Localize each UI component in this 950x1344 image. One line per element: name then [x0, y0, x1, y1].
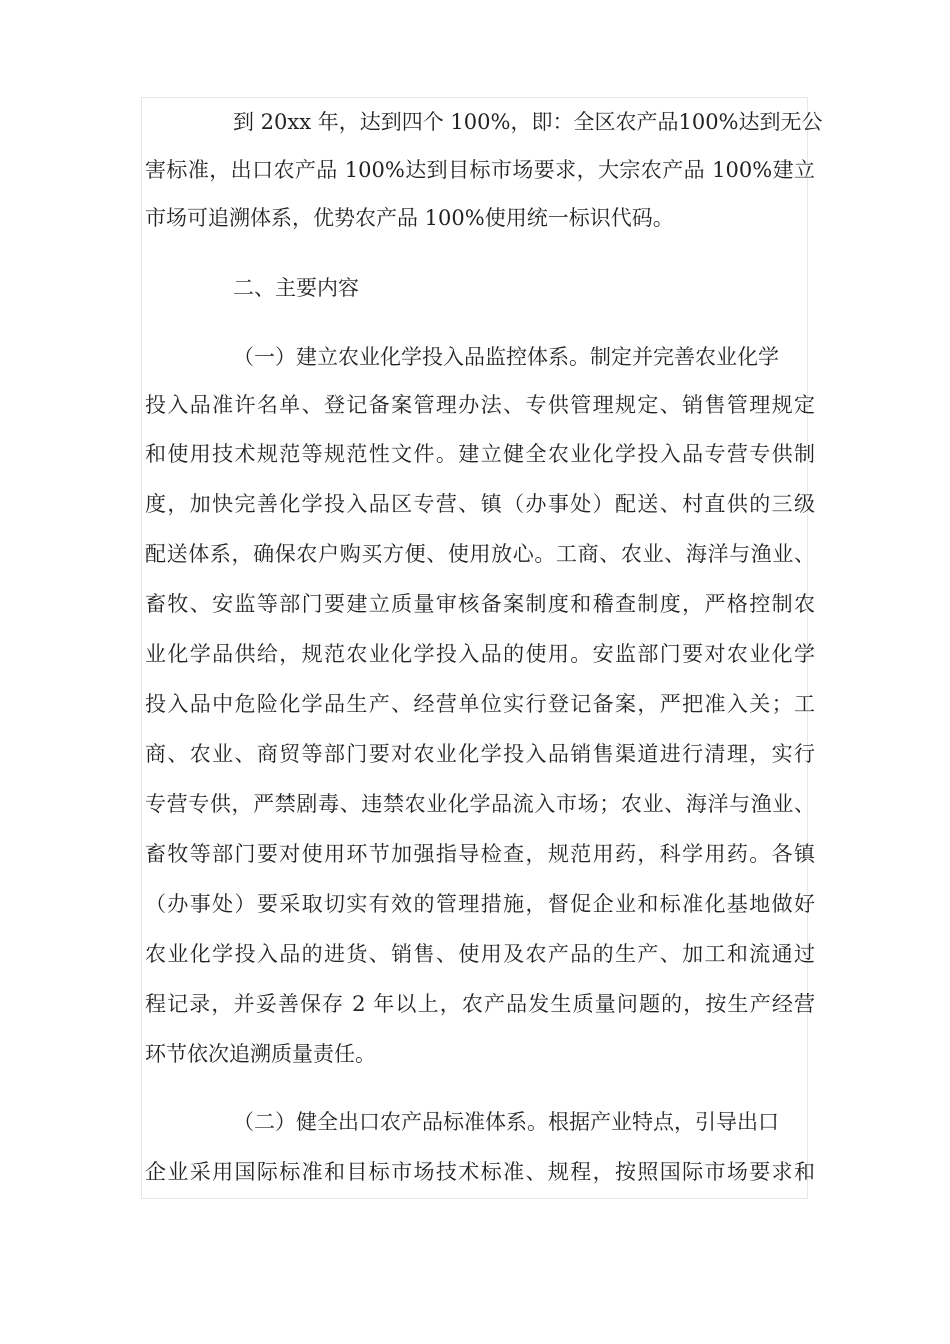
- paragraph-line: 市场可追溯体系，优势农产品 100%使用统一标识代码。: [145, 206, 674, 230]
- paragraph-line: 到 20xx 年，达到四个 100%，即：全区农产品100%达到无公: [233, 110, 823, 134]
- paragraph-line: 配送体系，确保农户购买方便、使用放心。工商、农业、海洋与渔业、: [145, 542, 815, 566]
- paragraph-line: 畜牧、安监等部门要建立质量审核备案制度和稽查制度，严格控制农: [145, 592, 815, 616]
- paragraph-line: 商、农业、商贸等部门要对农业化学投入品销售渠道进行清理，实行: [145, 742, 815, 766]
- paragraph-line: 和使用技术规范等规范性文件。建立健全农业化学投入品专营专供制: [145, 442, 815, 466]
- paragraph-line: 业化学品供给，规范农业化学投入品的使用。安监部门要对农业化学: [145, 642, 815, 666]
- paragraph-line: 投入品中危险化学品生产、经营单位实行登记备案，严把准入关；工: [145, 692, 815, 716]
- paragraph-line: 企业采用国际标准和目标市场技术标准、规程，按照国际市场要求和: [145, 1160, 815, 1184]
- paragraph-line: 度，加快完善化学投入品区专营、镇（办事处）配送、村直供的三级: [145, 492, 815, 516]
- paragraph-line: 投入品准许名单、登记备案管理办法、专供管理规定、销售管理规定: [145, 393, 815, 417]
- paragraph-line: 畜牧等部门要对使用环节加强指导检查，规范用药，科学用药。各镇: [145, 842, 815, 866]
- section-heading: 二、主要内容: [233, 276, 359, 300]
- paragraph-line: 程记录，并妥善保存 2 年以上，农产品发生质量问题的，按生产经营: [145, 992, 815, 1016]
- paragraph-line: （二）健全出口农产品标准体系。根据产业特点，引导出口: [233, 1110, 779, 1134]
- paragraph-line: 害标准，出口农产品 100%达到目标市场要求，大宗农产品 100%建立: [145, 158, 815, 182]
- paragraph-line: （办事处）要采取切实有效的管理措施，督促企业和标准化基地做好: [145, 892, 815, 916]
- paragraph-line: 环节依次追溯质量责任。: [145, 1042, 376, 1066]
- paragraph-line: 专营专供，严禁剧毒、违禁农业化学品流入市场；农业、海洋与渔业、: [145, 792, 815, 816]
- paragraph-line: 农业化学投入品的进货、销售、使用及农产品的生产、加工和流通过: [145, 942, 815, 966]
- paragraph-line: （一）建立农业化学投入品监控体系。制定并完善农业化学: [233, 345, 779, 369]
